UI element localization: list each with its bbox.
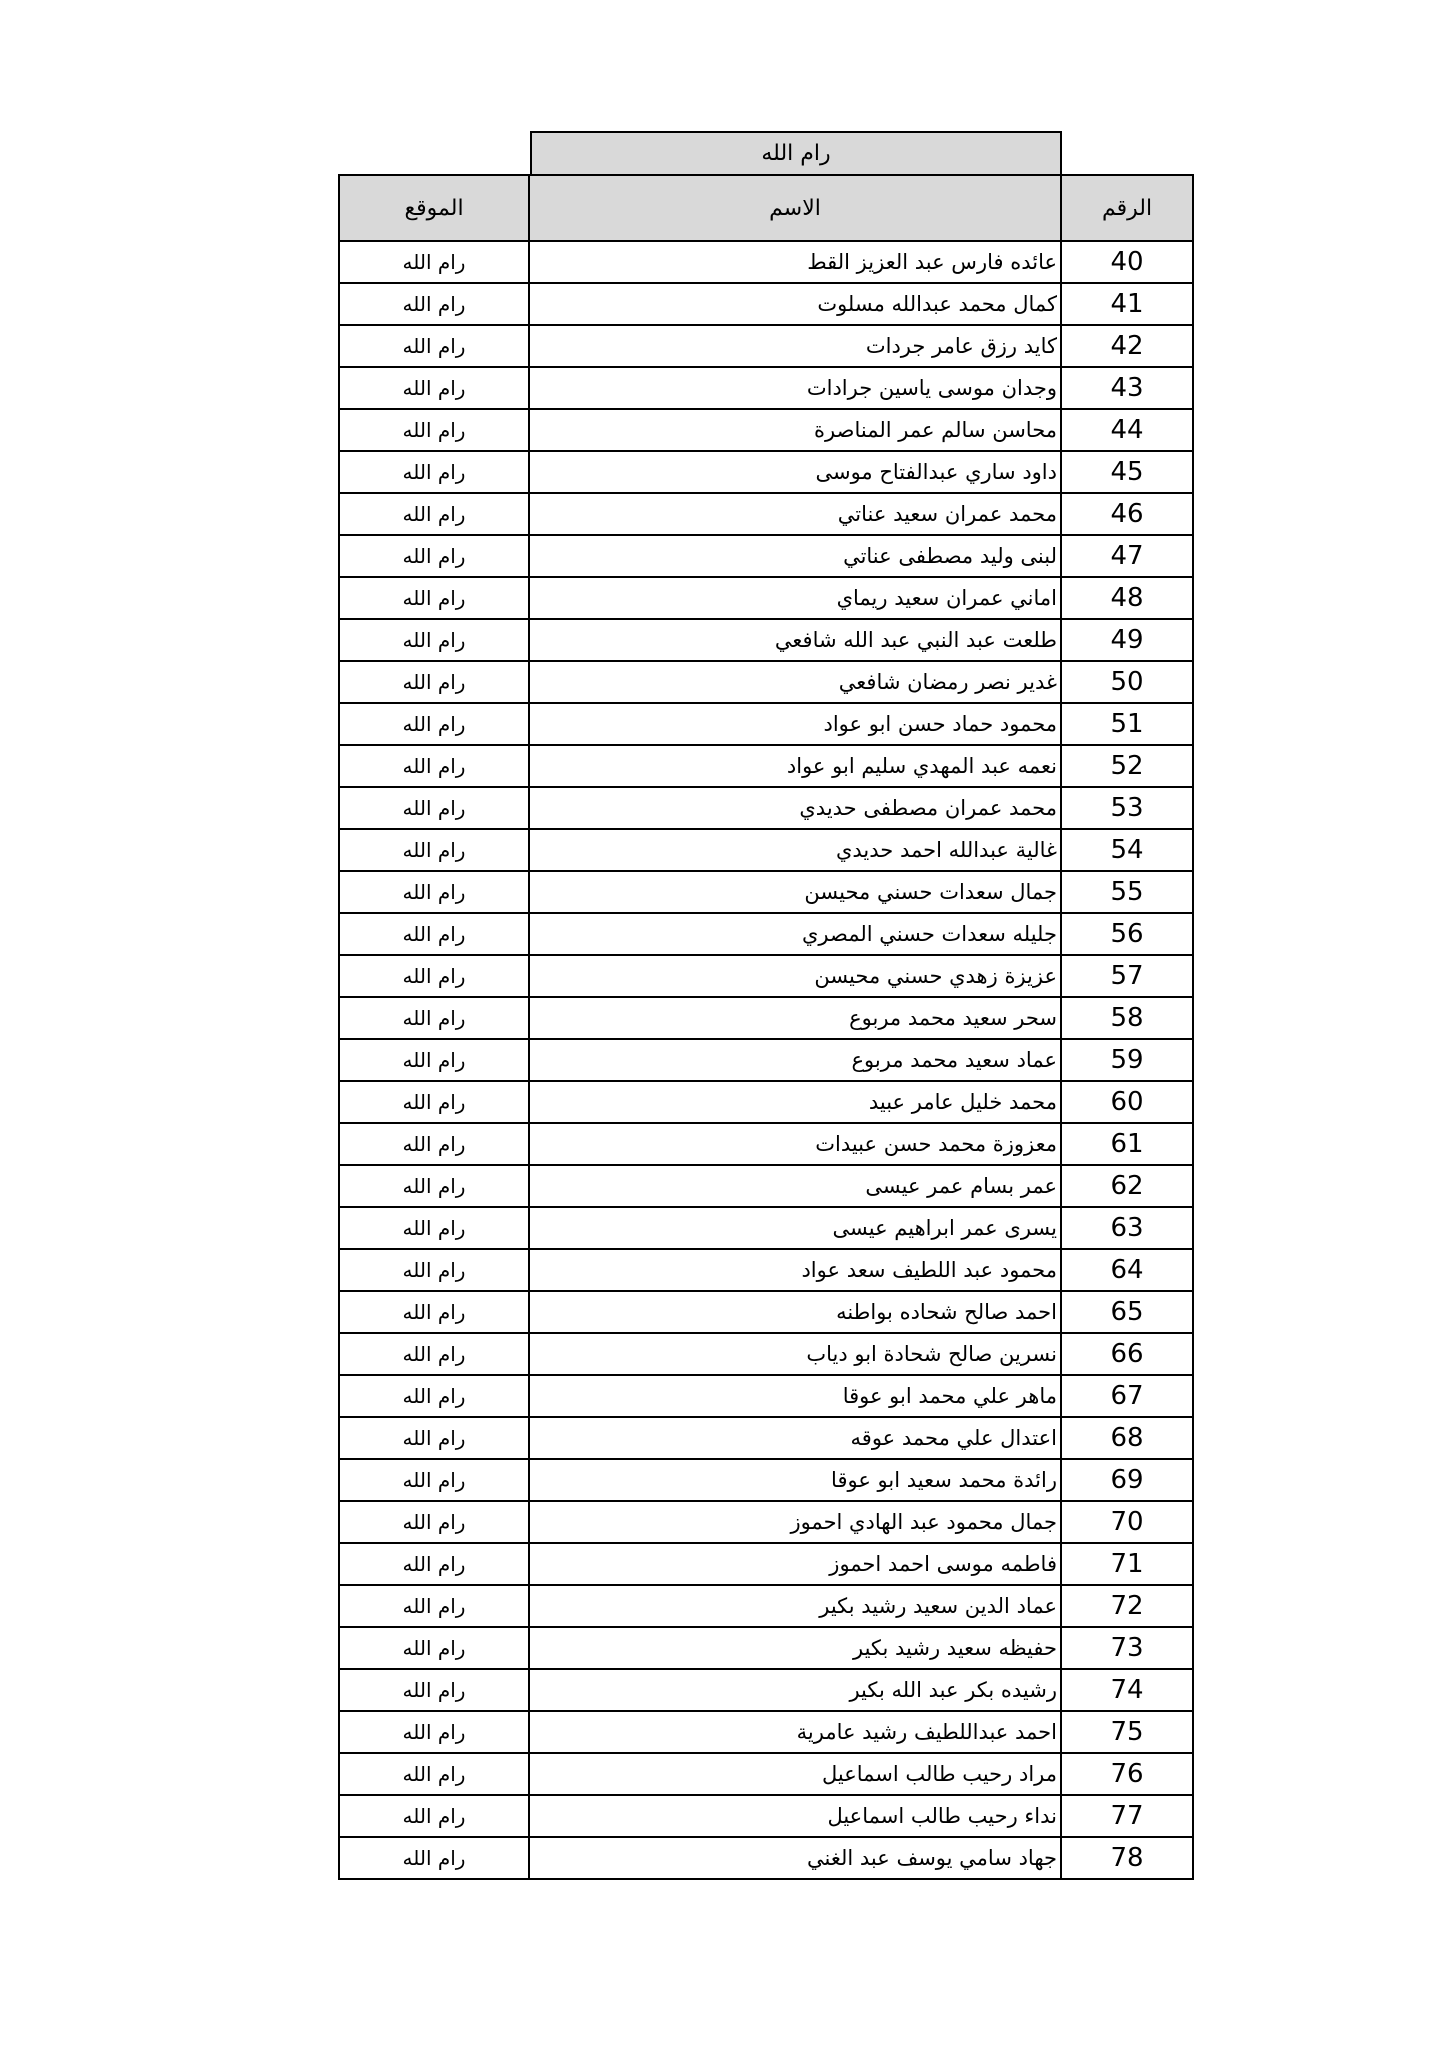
table-row <box>339 955 1193 997</box>
row-name-cell: محاسن سالم عمر المناصرة <box>529 409 1061 451</box>
row-location-cell: رام الله <box>339 1543 529 1585</box>
row-name-cell: اعتدال علي محمد عوقه <box>529 1417 1061 1459</box>
row-number-cell: 71 <box>1061 1543 1193 1585</box>
table-row <box>339 1795 1193 1837</box>
table-row <box>339 1585 1193 1627</box>
table-row <box>339 1417 1193 1459</box>
table-row <box>339 619 1193 661</box>
row-location-cell: رام الله <box>339 1501 529 1543</box>
table-row <box>339 283 1193 325</box>
row-number-cell: 40 <box>1061 241 1193 283</box>
row-location-cell: رام الله <box>339 535 529 577</box>
row-name-cell: محمود حماد حسن ابو عواد <box>529 703 1061 745</box>
row-location-cell: رام الله <box>339 1627 529 1669</box>
row-number-cell: 42 <box>1061 325 1193 367</box>
table-row <box>339 913 1193 955</box>
row-location-cell: رام الله <box>339 787 529 829</box>
table-row <box>339 703 1193 745</box>
table-row <box>339 871 1193 913</box>
row-name-cell: رائدة محمد سعيد ابو عوقا <box>529 1459 1061 1501</box>
row-number-cell: 45 <box>1061 451 1193 493</box>
row-name-cell: غالية عبدالله احمد حديدي <box>529 829 1061 871</box>
row-name-cell: اماني عمران سعيد ريماي <box>529 577 1061 619</box>
row-number-cell: 77 <box>1061 1795 1193 1837</box>
row-location-cell: رام الله <box>339 619 529 661</box>
row-location-cell: رام الله <box>339 1417 529 1459</box>
table-row <box>339 1039 1193 1081</box>
row-name-cell: جليله سعدات حسني المصري <box>529 913 1061 955</box>
row-number-cell: 73 <box>1061 1627 1193 1669</box>
row-number-cell: 75 <box>1061 1711 1193 1753</box>
row-location-cell: رام الله <box>339 1711 529 1753</box>
row-location-cell: رام الله <box>339 1123 529 1165</box>
row-location-cell: رام الله <box>339 1081 529 1123</box>
row-location-cell: رام الله <box>339 409 529 451</box>
row-number-cell: 64 <box>1061 1249 1193 1291</box>
table-row <box>339 325 1193 367</box>
table-row <box>339 1501 1193 1543</box>
row-location-cell: رام الله <box>339 913 529 955</box>
column-header-name: الاسم <box>529 175 1061 241</box>
row-number-cell: 66 <box>1061 1333 1193 1375</box>
table-row <box>339 1375 1193 1417</box>
table-row <box>339 1837 1193 1879</box>
row-location-cell: رام الله <box>339 1249 529 1291</box>
row-name-cell: لبنى وليد مصطفى عناتي <box>529 535 1061 577</box>
row-name-cell: ماهر علي محمد ابو عوقا <box>529 1375 1061 1417</box>
row-number-cell: 70 <box>1061 1501 1193 1543</box>
table-row <box>339 997 1193 1039</box>
row-number-cell: 62 <box>1061 1165 1193 1207</box>
table-row <box>339 1753 1193 1795</box>
roster-table <box>338 174 1194 1880</box>
row-location-cell: رام الله <box>339 1165 529 1207</box>
row-number-cell: 56 <box>1061 913 1193 955</box>
table-row <box>339 1459 1193 1501</box>
row-name-cell: عزيزة زهدي حسني محيسن <box>529 955 1061 997</box>
row-number-cell: 53 <box>1061 787 1193 829</box>
row-name-cell: نسرين صالح شحادة ابو دياب <box>529 1333 1061 1375</box>
row-name-cell: معزوزة محمد حسن عبيدات <box>529 1123 1061 1165</box>
row-number-cell: 49 <box>1061 619 1193 661</box>
table-row <box>339 1123 1193 1165</box>
row-location-cell: رام الله <box>339 955 529 997</box>
row-name-cell: مراد رحيب طالب اسماعيل <box>529 1753 1061 1795</box>
row-number-cell: 57 <box>1061 955 1193 997</box>
row-number-cell: 72 <box>1061 1585 1193 1627</box>
table-row <box>339 493 1193 535</box>
table-row <box>339 535 1193 577</box>
row-location-cell: رام الله <box>339 661 529 703</box>
row-location-cell: رام الله <box>339 577 529 619</box>
row-number-cell: 43 <box>1061 367 1193 409</box>
row-name-cell: غدير نصر رمضان شافعي <box>529 661 1061 703</box>
row-location-cell: رام الله <box>339 1375 529 1417</box>
row-name-cell: كايد رزق عامر جردات <box>529 325 1061 367</box>
table-row <box>339 787 1193 829</box>
region-header-label: رام الله <box>761 141 831 166</box>
column-header-number: الرقم <box>1061 175 1193 241</box>
row-location-cell: رام الله <box>339 1837 529 1879</box>
row-number-cell: 59 <box>1061 1039 1193 1081</box>
row-location-cell: رام الله <box>339 1039 529 1081</box>
row-number-cell: 44 <box>1061 409 1193 451</box>
row-name-cell: محمد خليل عامر عبيد <box>529 1081 1061 1123</box>
row-number-cell: 55 <box>1061 871 1193 913</box>
row-number-cell: 76 <box>1061 1753 1193 1795</box>
table-row <box>339 241 1193 283</box>
table-row <box>339 1669 1193 1711</box>
row-location-cell: رام الله <box>339 493 529 535</box>
row-number-cell: 58 <box>1061 997 1193 1039</box>
row-location-cell: رام الله <box>339 1585 529 1627</box>
row-location-cell: رام الله <box>339 703 529 745</box>
table-row <box>339 1291 1193 1333</box>
row-location-cell: رام الله <box>339 829 529 871</box>
row-name-cell: جهاد سامي يوسف عبد الغني <box>529 1837 1061 1879</box>
row-name-cell: حفيظه سعيد رشيد بكير <box>529 1627 1061 1669</box>
row-name-cell: رشيده بكر عبد الله بكير <box>529 1669 1061 1711</box>
row-location-cell: رام الله <box>339 367 529 409</box>
row-name-cell: احمد عبداللطيف رشيد عامرية <box>529 1711 1061 1753</box>
row-number-cell: 65 <box>1061 1291 1193 1333</box>
row-name-cell: عماد سعيد محمد مربوع <box>529 1039 1061 1081</box>
table-row <box>339 577 1193 619</box>
row-name-cell: جمال سعدات حسني محيسن <box>529 871 1061 913</box>
table-row <box>339 661 1193 703</box>
row-number-cell: 46 <box>1061 493 1193 535</box>
row-location-cell: رام الله <box>339 1333 529 1375</box>
row-location-cell: رام الله <box>339 325 529 367</box>
row-location-cell: رام الله <box>339 283 529 325</box>
row-location-cell: رام الله <box>339 1753 529 1795</box>
row-location-cell: رام الله <box>339 871 529 913</box>
table-row <box>339 1081 1193 1123</box>
table-row <box>339 1711 1193 1753</box>
roster-table-container <box>340 131 1194 1880</box>
row-location-cell: رام الله <box>339 745 529 787</box>
row-number-cell: 52 <box>1061 745 1193 787</box>
row-name-cell: عماد الدين سعيد رشيد بكير <box>529 1585 1061 1627</box>
row-number-cell: 51 <box>1061 703 1193 745</box>
row-name-cell: طلعت عبد النبي عبد الله شافعي <box>529 619 1061 661</box>
table-row <box>339 829 1193 871</box>
row-name-cell: سحر سعيد محمد مربوع <box>529 997 1061 1039</box>
row-location-cell: رام الله <box>339 1795 529 1837</box>
table-header-row <box>339 175 1193 241</box>
row-number-cell: 63 <box>1061 1207 1193 1249</box>
row-name-cell: عمر بسام عمر عيسى <box>529 1165 1061 1207</box>
table-row <box>339 1207 1193 1249</box>
table-row <box>339 451 1193 493</box>
row-location-cell: رام الله <box>339 1459 529 1501</box>
row-number-cell: 78 <box>1061 1837 1193 1879</box>
table-row <box>339 1543 1193 1585</box>
table-row <box>339 1333 1193 1375</box>
row-location-cell: رام الله <box>339 451 529 493</box>
row-name-cell: فاطمه موسى احمد احموز <box>529 1543 1061 1585</box>
row-name-cell: نعمه عبد المهدي سليم ابو عواد <box>529 745 1061 787</box>
row-number-cell: 67 <box>1061 1375 1193 1417</box>
table-row <box>339 1249 1193 1291</box>
row-name-cell: يسرى عمر ابراهيم عيسى <box>529 1207 1061 1249</box>
table-row <box>339 409 1193 451</box>
row-number-cell: 41 <box>1061 283 1193 325</box>
row-number-cell: 74 <box>1061 1669 1193 1711</box>
column-header-location: الموقع <box>339 175 529 241</box>
row-location-cell: رام الله <box>339 1669 529 1711</box>
row-name-cell: احمد صالح شحاده بواطنه <box>529 1291 1061 1333</box>
row-name-cell: محمد عمران سعيد عناتي <box>529 493 1061 535</box>
row-name-cell: وجدان موسى ياسين جرادات <box>529 367 1061 409</box>
row-name-cell: كمال محمد عبدالله مسلوت <box>529 283 1061 325</box>
table-row <box>339 1627 1193 1669</box>
row-name-cell: عائده فارس عبد العزيز القط <box>529 241 1061 283</box>
row-number-cell: 54 <box>1061 829 1193 871</box>
table-row <box>339 745 1193 787</box>
table-row <box>339 367 1193 409</box>
row-name-cell: جمال محمود عبد الهادي احموز <box>529 1501 1061 1543</box>
row-location-cell: رام الله <box>339 997 529 1039</box>
row-location-cell: رام الله <box>339 241 529 283</box>
row-number-cell: 61 <box>1061 1123 1193 1165</box>
row-number-cell: 69 <box>1061 1459 1193 1501</box>
row-name-cell: داود ساري عبدالفتاح موسى <box>529 451 1061 493</box>
roster-table-body <box>339 241 1193 1879</box>
row-name-cell: محمد عمران مصطفى حديدي <box>529 787 1061 829</box>
row-number-cell: 48 <box>1061 577 1193 619</box>
row-location-cell: رام الله <box>339 1207 529 1249</box>
row-number-cell: 47 <box>1061 535 1193 577</box>
row-location-cell: رام الله <box>339 1291 529 1333</box>
region-header-cell <box>530 131 1062 176</box>
row-number-cell: 68 <box>1061 1417 1193 1459</box>
row-name-cell: محمود عبد اللطيف سعد عواد <box>529 1249 1061 1291</box>
row-name-cell: نداء رحيب طالب اسماعيل <box>529 1795 1061 1837</box>
row-number-cell: 60 <box>1061 1081 1193 1123</box>
table-row <box>339 1165 1193 1207</box>
row-number-cell: 50 <box>1061 661 1193 703</box>
